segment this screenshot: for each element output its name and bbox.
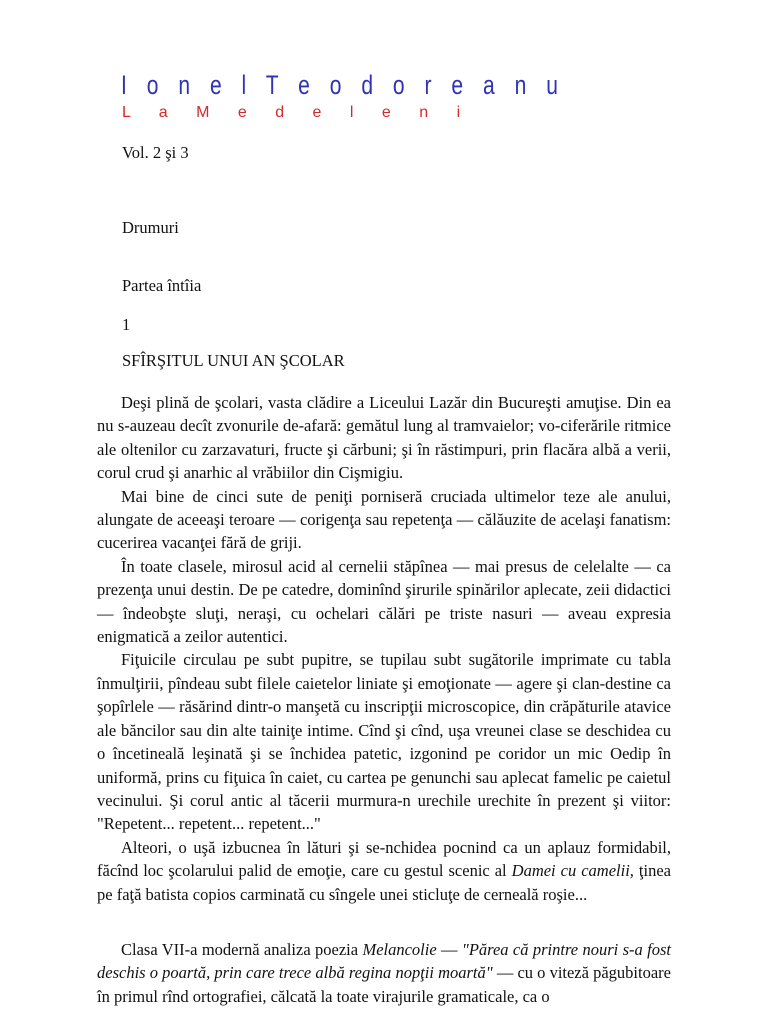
paragraph: Mai bine de cinci sute de peniţi porniseră cruciada ultimelor teze ale anului, alungate de aceeaşi teroare — corigenţa sau repetenţa — călăuzite de acelaşi fanatism: cucerirea vacanţei fără de griji. — [97, 486, 671, 553]
italic-title: Damei cu camelii, — [511, 861, 634, 881]
paragraph-text: — — [436, 939, 462, 959]
paragraph: În toate clasele, mirosul acid al cernelii stăpînea — mai presus de celelalte — ca prezenţa unui destin. De pe catedre, dominînd şirurile spinărilor aplecate, zeii didactici — îndeobşte sluţi, neraşi, cu ochelari călări pe triste nasuri — aveau expresia enigmatică a zeilor autentici. — [97, 556, 671, 647]
chapter-number: 1 — [122, 315, 131, 334]
author-name: I o n e l T e o d o r e a n u — [121, 70, 565, 100]
paragraph-text: ţinea pe faţă batista copios carminată cu sîngele unei sticluţe de cerneală roşie... — [97, 861, 671, 904]
paragraph-text: Clasa VII-a modernă analiza poezia — [121, 939, 363, 959]
paragraph-text: — cu o viteză păgubitoare în primul rînd ortografiei, călcată la toate virajurile gramaticale, ca o — [97, 963, 671, 1006]
paragraph: Fiţuicile circulau pe subt pupitre, se tupilau subt sugătorile imprimate cu tabla înmulţirii, pîndeau subt filele caietelor liniate şi emoţionate — agere şi clan-destine ca şopîrlele — răsărind dintr-o manşetă cu inscripţii microscopice, din crăpăturile atavice ale băncilor sau din alte tainiţe intime. Cînd şi cînd, uşa vreunei clase se deschidea cu o încetineală leşinată şi se închidea patetic, izgonind pe coridor un mic Oedip în uniformă, prins cu fiţuica în caiet, cu cartea pe genunchi sau aplecat famelic pe caietul vecinului. Şi corul antic al tăcerii murmura-n urechile urechite în prezent şi viitor: "Repetent... repetent... repetent..." — [97, 650, 671, 834]
chapter-title: SFÎRŞITUL UNUI AN ŞCOLAR — [122, 351, 345, 370]
italic-quote: "Părea că printre nouri s-a fost deschis o poartă, prin care trece albă regina nopţii moartă" — [97, 939, 671, 983]
chapter-body — [97, 391, 671, 1008]
book-title: Drumuri — [122, 218, 179, 237]
paragraph-text: Alteori, o uşă izbucnea în lături şi se-nchidea pocnind ca un aplauz formidabil, făcînd loc şcolarului palid de emoţie, care cu gestul scenic al — [97, 837, 671, 881]
book-series-title: L a M e d e l e n i — [122, 104, 473, 121]
paragraph: Deşi plină de şcolari, vasta clădire a Liceului Lazăr din Bucureşti amuţise. Din ea nu s-auzeau decît zvonurile de-afară: gemătul lung al tramvaielor; vo-ciferările ritmice ale oltenilor cu zarzavaturi, fructe şi cărbuni; şi în răstimpuri, prin flacăra albă a verii, corul crud şi anarhic al vrăbiilor din Cişmigiu. — [97, 393, 671, 483]
paragraph — [97, 836, 671, 906]
part-heading: Partea întîia — [122, 276, 202, 295]
volume-label: Vol. 2 şi 3 — [122, 143, 189, 162]
italic-title: Melancolie — [362, 939, 437, 959]
paragraph — [97, 938, 671, 1008]
